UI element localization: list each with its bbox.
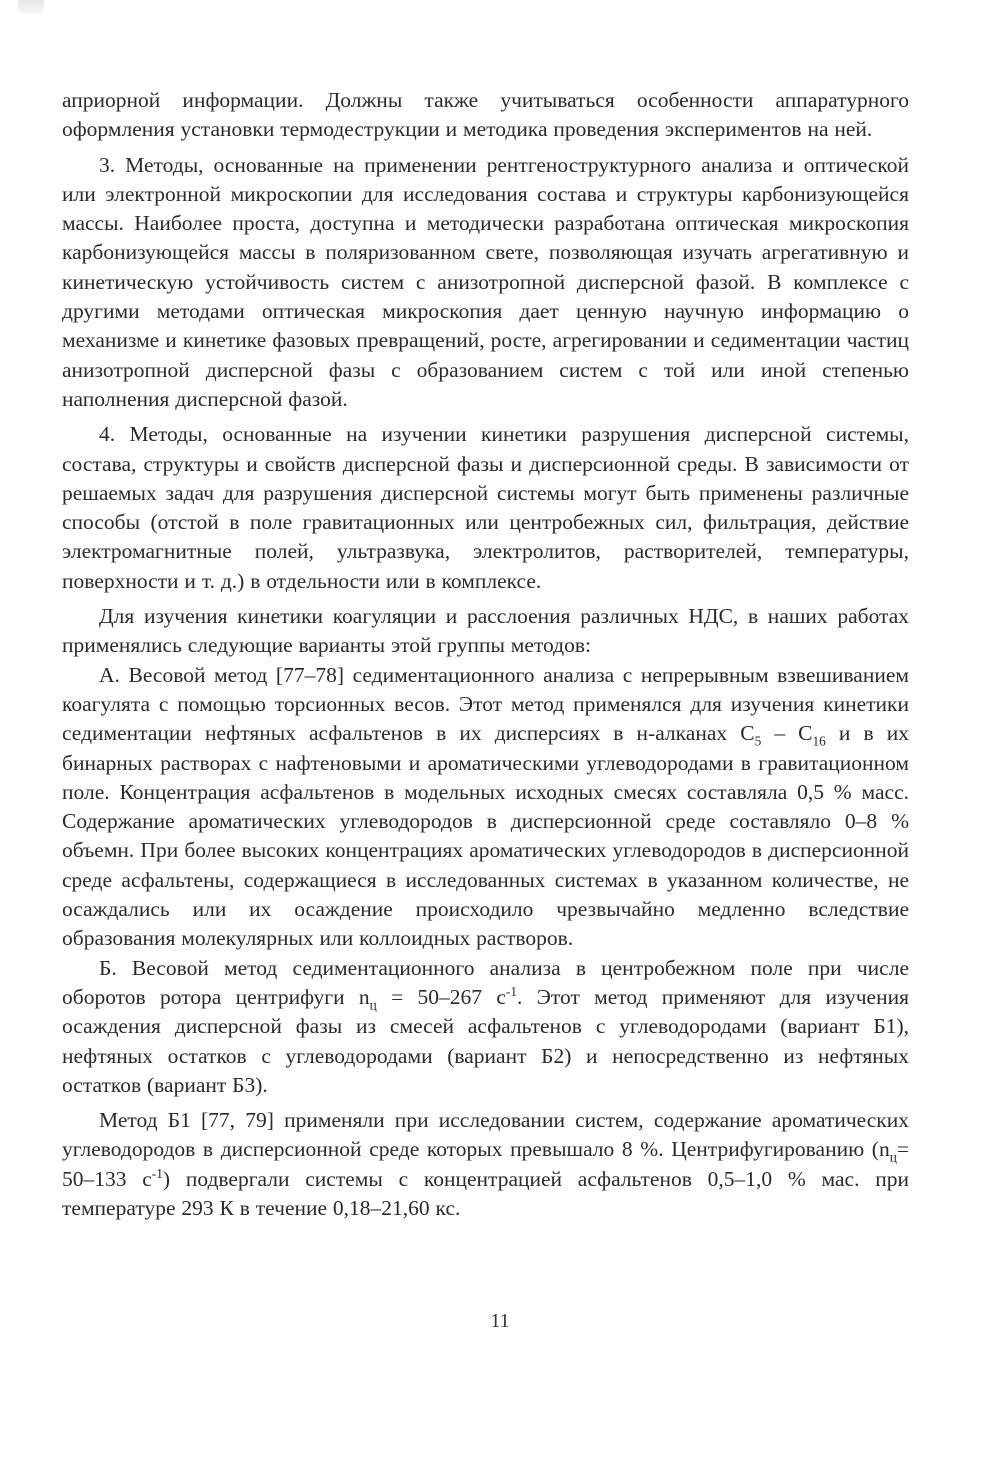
paragraph-method-3: 3. Методы, основанные на применении рентгеноструктурного анализа и оптической или электронной микроскопии для исследования состава и структуры карбонизующейся массы. Наиболее проста, доступна и методически разработана оптическая микроскопия карбонизующейся массы в поляризованном свете, позволяющая изучать агрегативную и кинетическую устойчивость систем с анизотропной дисперсной фазой. В комплексе с другими методами оптическая микроскопия дает ценную научную информацию о механизме и кинетике фазовых превращений, росте, агрегировании и седиментации частиц анизотропной дисперсной фазы с образованием систем с той или иной степенью наполнения дисперсной фазой. (62, 152, 909, 411)
scan-artifact (18, 0, 44, 14)
paragraph-method-b1 (62, 1106, 909, 1223)
method-a-dash: – С (761, 721, 813, 746)
method-b1-text-start: Метод Б1 [77, 79] применяли при исследовании систем, содержание ароматических углеводородов в дисперсионной среде которых превышало 8 %. Центрифугированию (n (62, 1108, 909, 1162)
method-a-text-end: и в их бинарных растворах с нафтеновыми и ароматическими углеводородами в гравитационном поле. Концентрация асфальтенов в модельных исходных смесях составляла 0,5 % масс. Содержание ароматических углеводородов в дисперсионной среде составляло 0–8 % объемн. При более высоких концентрациях ароматических углеводородов в дисперсионной среде асфальтены, содержащиеся в исследованных системах в указанном количестве, не осаждались или их осаждение происходило чрезвычайно медленно вследствие образования молекулярных или коллоидных растворов. (62, 721, 910, 951)
method-b-text-start: Б. Весовой метод седиментационного анализа в центробежном поле при числе оборотов ротора центрифуги n (62, 955, 909, 1009)
paragraph-method-b (62, 954, 909, 1100)
superscript-minus-one: -1 (505, 983, 517, 999)
method-b-rpm: = 50–267 с (376, 984, 506, 1009)
method-b1-text-end: ) подвергали системы с концентрацией асфальтенов 0,5–1,0 % мас. при температуре 293 К в течение 0,18–21,60 кс. (62, 1166, 909, 1220)
paragraph-apriori: априорной информации. Должны также учитываться особенности аппаратурного оформления установки термодеструкции и методика проведения экспериментов на ней. (62, 88, 909, 142)
method-b1-rpm: = 50–133 с (62, 1137, 909, 1191)
paragraph-kinetics-intro: Для изучения кинетики коагуляции и расслоения различных НДС, в наших работах применялись следующие варианты этой группы методов: (62, 604, 909, 658)
page-number: 11 (490, 1310, 510, 1332)
subscript-5: 5 (754, 733, 762, 749)
subscript-16: 16 (812, 733, 826, 749)
method-a-text-start: А. Весовой метод [77–78] седиментационного анализа с непрерывным взвешиванием коагулята с помощью торсионных весов. Этот метод применялся для изучения кинетики седиментации нефтяных асфальтенов в их дисперсиях в н-алканах С (62, 662, 909, 746)
method-b-text-end: . Этот метод применяют для изучения осаждения дисперсной фазы из смесей асфальтенов с углеводородами (вариант Б1), нефтяных остатков с углеводородами (вариант Б2) и непосредственно из нефтяных остатков (вариант Б3). (62, 984, 909, 1097)
subscript-c: ц (369, 997, 377, 1013)
paragraph-method-a (62, 661, 909, 954)
subscript-c: ц (889, 1149, 897, 1165)
paragraph-method-4: 4. Методы, основанные на изучении кинетики разрушения дисперсной системы, состава, структуры и свойств дисперсной фазы и дисперсионной среды. В зависимости от решаемых задач для разрушения дисперсной системы могут быть применены различные способы (отстой в поле гравитационных или центробежных сил, фильтрация, действие электромагнитные полей, ультразвука, электролитов, растворителей, температуры, поверхности и т. д.) в отдельности или в комплексе. (62, 422, 909, 593)
superscript-minus-one: -1 (151, 1165, 163, 1181)
page-body (62, 86, 909, 1223)
